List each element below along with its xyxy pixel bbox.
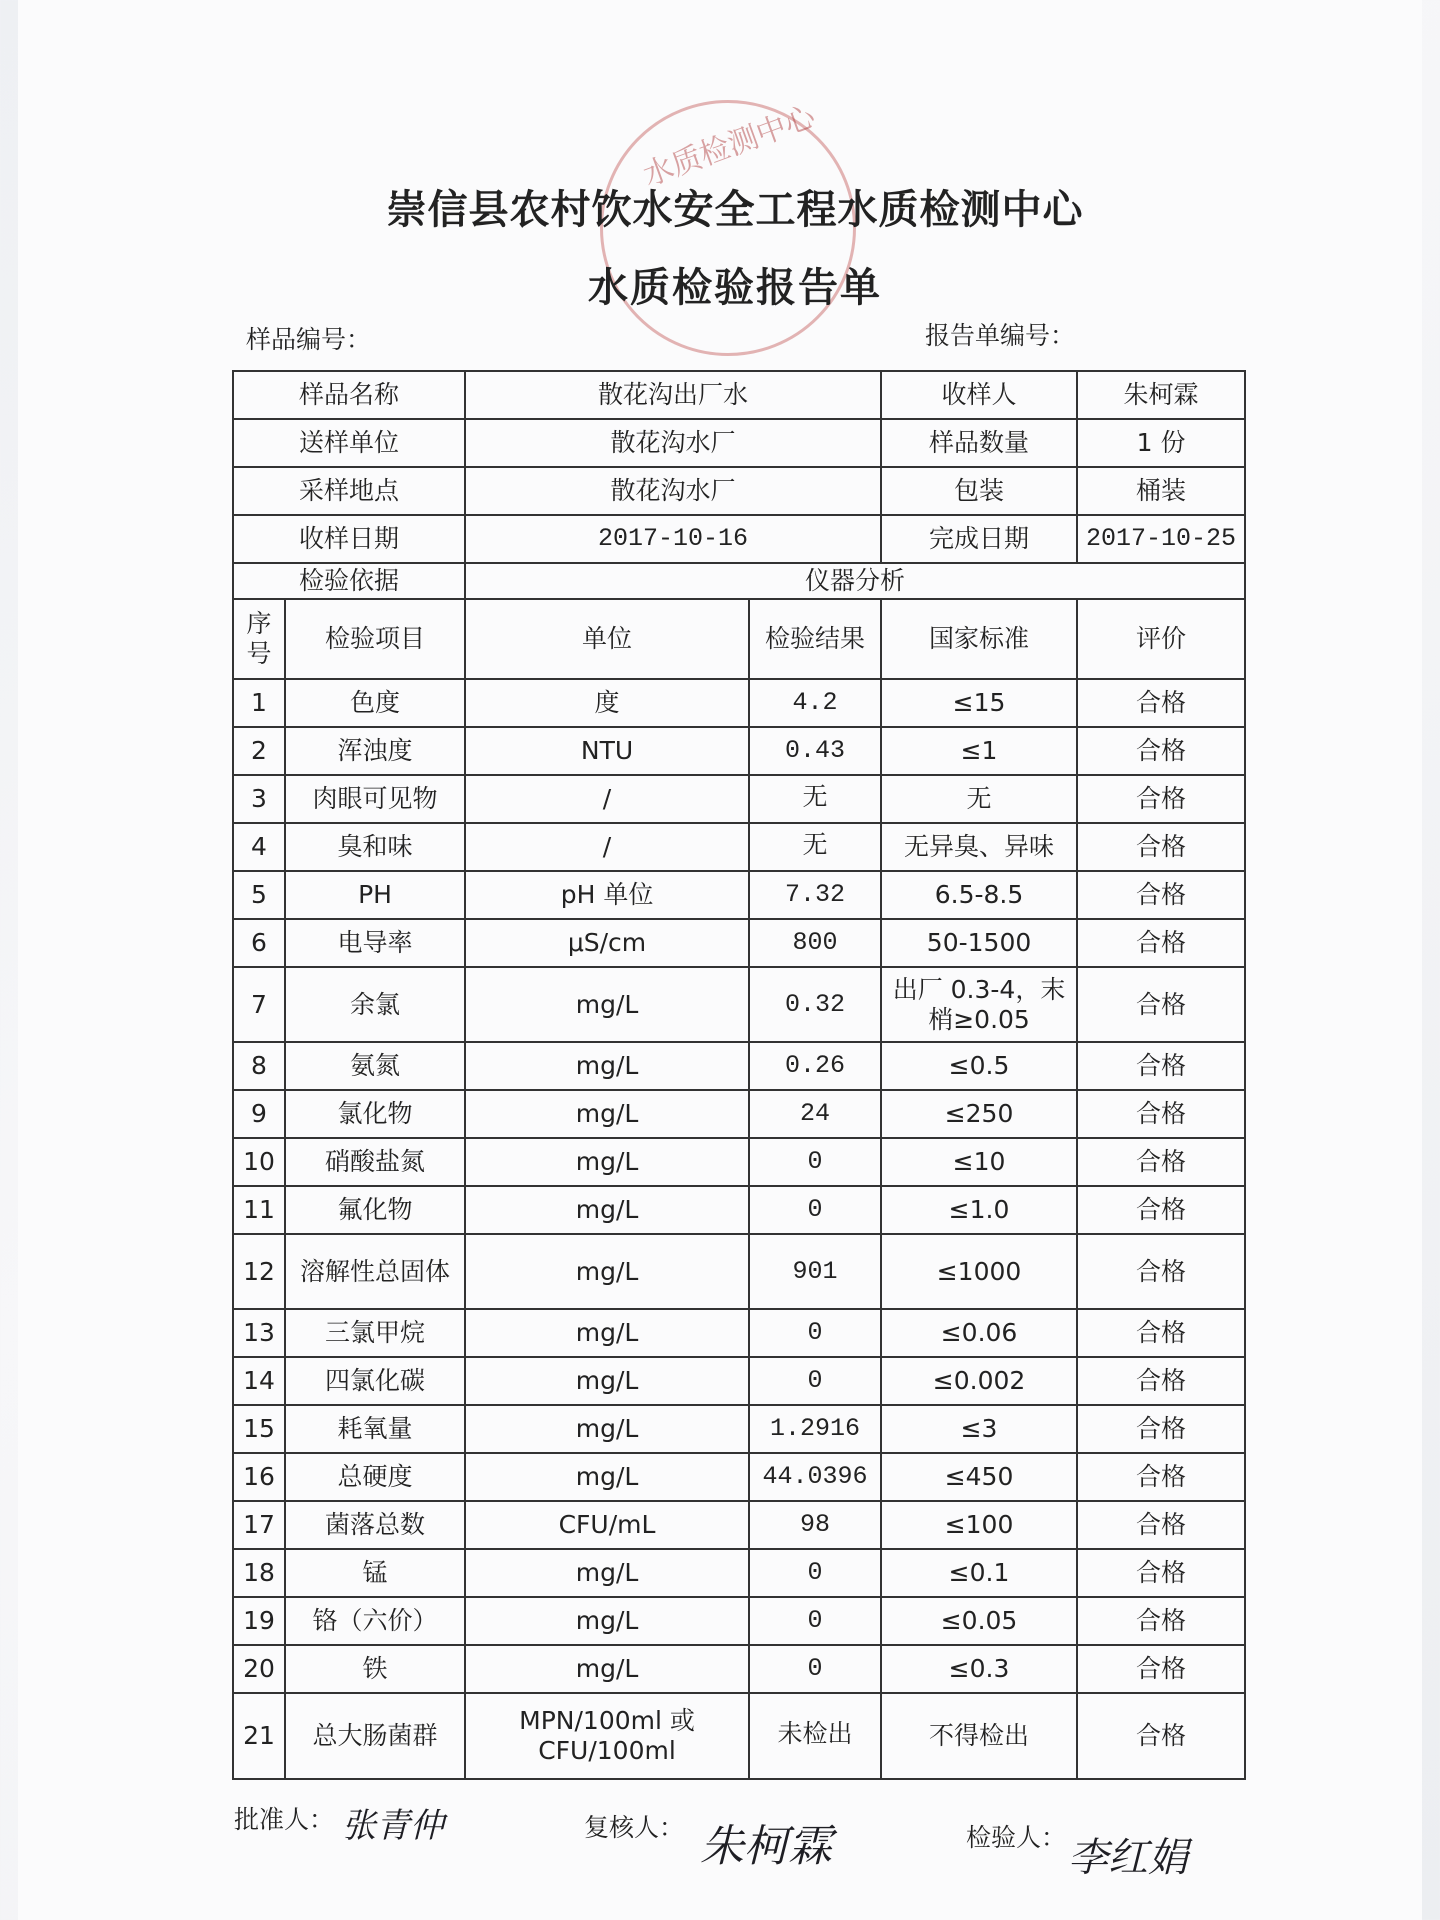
- approver-label: 批准人：: [234, 1805, 335, 1834]
- row-evaluation: 合格: [1077, 871, 1245, 919]
- row-item: 浑浊度: [285, 727, 465, 775]
- row-result: 800: [749, 919, 881, 967]
- row-number: 19: [233, 1597, 285, 1645]
- sample-number-label: 样品编号：: [246, 325, 372, 354]
- organization-title: 崇信县农村饮水安全工程水质检测中心: [386, 186, 1084, 233]
- row-item: 三氯甲烷: [285, 1309, 465, 1357]
- row-evaluation: 合格: [1077, 1549, 1245, 1597]
- row-standard: ≤0.002: [881, 1357, 1077, 1405]
- row-result: 4.2: [749, 679, 881, 727]
- info-row: [233, 371, 1245, 419]
- row-item: 铁: [285, 1645, 465, 1693]
- row-number: 18: [233, 1549, 285, 1597]
- row-result: 0: [749, 1186, 881, 1234]
- row-item: 臭和味: [285, 823, 465, 871]
- location-label: 采样地点: [233, 467, 465, 515]
- row-unit: pH 单位: [465, 871, 749, 919]
- row-standard: ≤0.5: [881, 1042, 1077, 1090]
- row-evaluation: 合格: [1077, 967, 1245, 1042]
- row-item: 溶解性总固体: [285, 1234, 465, 1309]
- table-row: [233, 727, 1245, 775]
- col-item-header: 检验项目: [285, 599, 465, 679]
- row-unit: μS/cm: [465, 919, 749, 967]
- location-value: 散花沟水厂: [465, 467, 881, 515]
- row-evaluation: 合格: [1077, 1186, 1245, 1234]
- report-number-label: 报告单编号：: [925, 321, 1076, 350]
- row-result: 0: [749, 1138, 881, 1186]
- finish-date-label: 完成日期: [881, 515, 1077, 563]
- inspector-label: 检验人：: [966, 1823, 1067, 1852]
- row-unit: MPN/100ml 或 CFU/100ml: [465, 1693, 749, 1779]
- row-item: 总硬度: [285, 1453, 465, 1501]
- row-evaluation: 合格: [1077, 1693, 1245, 1779]
- row-unit: mg/L: [465, 1453, 749, 1501]
- sample-name-value: 散花沟出厂水: [465, 371, 881, 419]
- package-value: 桶装: [1077, 467, 1245, 515]
- reviewer-label: 复核人：: [584, 1813, 685, 1842]
- table-row: [233, 679, 1245, 727]
- row-number: 11: [233, 1186, 285, 1234]
- row-result: 0: [749, 1549, 881, 1597]
- row-evaluation: 合格: [1077, 1501, 1245, 1549]
- row-evaluation: 合格: [1077, 1234, 1245, 1309]
- row-unit: mg/L: [465, 1549, 749, 1597]
- row-evaluation: 合格: [1077, 1597, 1245, 1645]
- table-row: [233, 1453, 1245, 1501]
- receive-date-value: 2017-10-16: [465, 515, 881, 563]
- row-standard: ≤0.1: [881, 1549, 1077, 1597]
- table-row: [233, 1645, 1245, 1693]
- stamp-text: 水质检测中心: [638, 99, 820, 194]
- row-standard: 出厂 0.3-4，末梢≥0.05: [881, 967, 1077, 1042]
- row-evaluation: 合格: [1077, 1138, 1245, 1186]
- table-row: [233, 1693, 1245, 1779]
- row-number: 15: [233, 1405, 285, 1453]
- row-item: 总大肠菌群: [285, 1693, 465, 1779]
- row-result: 901: [749, 1234, 881, 1309]
- table-row: [233, 1501, 1245, 1549]
- row-evaluation: 合格: [1077, 1357, 1245, 1405]
- basis-label: 检验依据: [233, 563, 465, 599]
- row-unit: mg/L: [465, 1597, 749, 1645]
- row-number: 13: [233, 1309, 285, 1357]
- row-evaluation: 合格: [1077, 1453, 1245, 1501]
- row-result: 1.2916: [749, 1405, 881, 1453]
- row-unit: mg/L: [465, 1645, 749, 1693]
- col-result-header: 检验结果: [749, 599, 881, 679]
- row-unit: mg/L: [465, 1309, 749, 1357]
- col-no-header: 序号: [233, 599, 285, 679]
- row-number: 17: [233, 1501, 285, 1549]
- inspection-table: [232, 370, 1246, 1780]
- row-result: 44.0396: [749, 1453, 881, 1501]
- results-body: [233, 679, 1245, 1779]
- row-result: 7.32: [749, 871, 881, 919]
- info-row: [233, 467, 1245, 515]
- row-unit: mg/L: [465, 967, 749, 1042]
- row-unit: 度: [465, 679, 749, 727]
- receiver-label: 收样人: [881, 371, 1077, 419]
- row-item: PH: [285, 871, 465, 919]
- table-row: [233, 1309, 1245, 1357]
- row-number: 5: [233, 871, 285, 919]
- row-unit: CFU/mL: [465, 1501, 749, 1549]
- receiver-value: 朱柯霖: [1077, 371, 1245, 419]
- row-evaluation: 合格: [1077, 823, 1245, 871]
- row-standard: ≤450: [881, 1453, 1077, 1501]
- row-item: 耗氧量: [285, 1405, 465, 1453]
- row-item: 氯化物: [285, 1090, 465, 1138]
- row-standard: 无: [881, 775, 1077, 823]
- row-unit: NTU: [465, 727, 749, 775]
- row-evaluation: 合格: [1077, 775, 1245, 823]
- row-number: 3: [233, 775, 285, 823]
- row-result: 0: [749, 1357, 881, 1405]
- row-result: 0.26: [749, 1042, 881, 1090]
- column-header-row: [233, 599, 1245, 679]
- table-row: [233, 1405, 1245, 1453]
- receive-date-label: 收样日期: [233, 515, 465, 563]
- row-unit: /: [465, 823, 749, 871]
- row-standard: ≤0.06: [881, 1309, 1077, 1357]
- info-row: [233, 419, 1245, 467]
- info-row: [233, 515, 1245, 563]
- row-evaluation: 合格: [1077, 1042, 1245, 1090]
- row-unit: mg/L: [465, 1042, 749, 1090]
- row-standard: ≤100: [881, 1501, 1077, 1549]
- row-item: 余氯: [285, 967, 465, 1042]
- table-row: [233, 1138, 1245, 1186]
- row-evaluation: 合格: [1077, 679, 1245, 727]
- quantity-label: 样品数量: [881, 419, 1077, 467]
- row-unit: mg/L: [465, 1357, 749, 1405]
- row-item: 氟化物: [285, 1186, 465, 1234]
- row-standard: ≤1: [881, 727, 1077, 775]
- row-unit: mg/L: [465, 1186, 749, 1234]
- row-unit: mg/L: [465, 1405, 749, 1453]
- row-number: 16: [233, 1453, 285, 1501]
- table-row: [233, 1234, 1245, 1309]
- quantity-value: 1 份: [1077, 419, 1245, 467]
- col-unit-header: 单位: [465, 599, 749, 679]
- row-item: 铬（六价）: [285, 1597, 465, 1645]
- row-unit: /: [465, 775, 749, 823]
- row-item: 电导率: [285, 919, 465, 967]
- row-result: 未检出: [749, 1693, 881, 1779]
- table-row: [233, 1042, 1245, 1090]
- row-standard: 50-1500: [881, 919, 1077, 967]
- row-result: 0.32: [749, 967, 881, 1042]
- row-number: 20: [233, 1645, 285, 1693]
- row-item: 菌落总数: [285, 1501, 465, 1549]
- row-number: 4: [233, 823, 285, 871]
- reviewer-signature: 朱柯霖: [700, 1821, 832, 1872]
- row-standard: ≤1000: [881, 1234, 1077, 1309]
- row-item: 肉眼可见物: [285, 775, 465, 823]
- finish-date-value: 2017-10-25: [1077, 515, 1245, 563]
- row-result: 0: [749, 1597, 881, 1645]
- row-item: 四氯化碳: [285, 1357, 465, 1405]
- row-standard: 6.5-8.5: [881, 871, 1077, 919]
- row-unit: mg/L: [465, 1138, 749, 1186]
- row-evaluation: 合格: [1077, 1090, 1245, 1138]
- info-row: [233, 563, 1245, 599]
- row-number: 14: [233, 1357, 285, 1405]
- row-number: 7: [233, 967, 285, 1042]
- row-result: 0: [749, 1309, 881, 1357]
- row-unit: mg/L: [465, 1090, 749, 1138]
- row-result: 24: [749, 1090, 881, 1138]
- row-evaluation: 合格: [1077, 727, 1245, 775]
- row-number: 2: [233, 727, 285, 775]
- report-title: 水质检验报告单: [588, 264, 882, 311]
- row-standard: ≤10: [881, 1138, 1077, 1186]
- row-standard: 不得检出: [881, 1693, 1077, 1779]
- inspector-signature: 李红娟: [1068, 1835, 1188, 1881]
- table-row: [233, 775, 1245, 823]
- row-result: 0: [749, 1645, 881, 1693]
- sender-value: 散花沟水厂: [465, 419, 881, 467]
- row-result: 无: [749, 775, 881, 823]
- row-standard: ≤15: [881, 679, 1077, 727]
- col-standard-header: 国家标准: [881, 599, 1077, 679]
- row-result: 98: [749, 1501, 881, 1549]
- col-evaluation-header: 评价: [1077, 599, 1245, 679]
- row-unit: mg/L: [465, 1234, 749, 1309]
- row-standard: ≤3: [881, 1405, 1077, 1453]
- row-evaluation: 合格: [1077, 919, 1245, 967]
- row-number: 10: [233, 1138, 285, 1186]
- row-evaluation: 合格: [1077, 1645, 1245, 1693]
- sample-name-label: 样品名称: [233, 371, 465, 419]
- row-item: 锰: [285, 1549, 465, 1597]
- row-standard: ≤1.0: [881, 1186, 1077, 1234]
- row-number: 12: [233, 1234, 285, 1309]
- row-number: 21: [233, 1693, 285, 1779]
- sender-label: 送样单位: [233, 419, 465, 467]
- table-row: [233, 1090, 1245, 1138]
- row-number: 6: [233, 919, 285, 967]
- row-standard: ≤0.05: [881, 1597, 1077, 1645]
- row-standard: ≤0.3: [881, 1645, 1077, 1693]
- row-result: 无: [749, 823, 881, 871]
- row-item: 色度: [285, 679, 465, 727]
- basis-value: 仪器分析: [465, 563, 1245, 599]
- row-standard: 无异臭、异味: [881, 823, 1077, 871]
- row-evaluation: 合格: [1077, 1405, 1245, 1453]
- approver-signature: 张青仲: [342, 1806, 444, 1846]
- table-row: [233, 1186, 1245, 1234]
- row-result: 0.43: [749, 727, 881, 775]
- row-evaluation: 合格: [1077, 1309, 1245, 1357]
- row-number: 9: [233, 1090, 285, 1138]
- table-row: [233, 967, 1245, 1042]
- row-number: 8: [233, 1042, 285, 1090]
- table-row: [233, 871, 1245, 919]
- table-row: [233, 1597, 1245, 1645]
- row-number: 1: [233, 679, 285, 727]
- row-item: 硝酸盐氮: [285, 1138, 465, 1186]
- row-standard: ≤250: [881, 1090, 1077, 1138]
- table-row: [233, 1549, 1245, 1597]
- table-row: [233, 919, 1245, 967]
- row-item: 氨氮: [285, 1042, 465, 1090]
- table-row: [233, 1357, 1245, 1405]
- package-label: 包装: [881, 467, 1077, 515]
- table-row: [233, 823, 1245, 871]
